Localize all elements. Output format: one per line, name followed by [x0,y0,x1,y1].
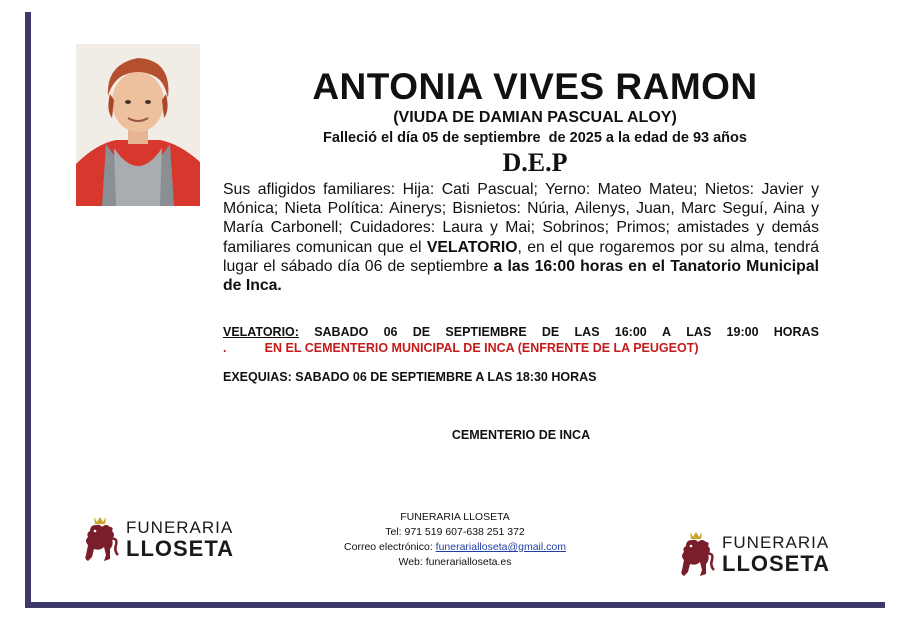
contact-email-link[interactable]: funerarialloseta@gmail.com [435,541,566,553]
contact-block [320,510,590,570]
velatorio-word: DE [412,325,431,339]
velatorio-block [223,325,819,355]
velatorio-word: LAS [574,325,600,339]
velatorio-word: SEPTIEMBRE [445,325,527,339]
contact-name: FUNERARIA LLOSETA [400,511,510,523]
lion-crest-icon [80,515,120,563]
velatorio-word: LAS [686,325,712,339]
widow-of: (VIUDA DE DAMIAN PASCUAL ALOY) [393,109,677,126]
logo-line-lloseta: LLOSETA [722,550,831,576]
cemetery-line: CEMENTERIO DE INCA [451,428,591,442]
funeraria-logo-left [80,515,234,563]
logo-line-funeraria: FUNERARIA [722,532,830,552]
portrait-photo [76,44,200,206]
notice-velatorio-word: VELATORIO [426,238,518,256]
notice-paragraph [223,180,819,295]
logo-text [722,534,830,575]
contact-email-line [320,540,590,555]
bottom-border [25,602,885,608]
notice-time-place: a las 16:00 horas en el Tanatorio Municipal de Inca. [223,257,820,295]
contact-phone: Tel: 971 519 607-638 251 372 [385,526,525,538]
dep-heading: D.E.P [502,148,568,177]
velatorio-location: . EN EL CEMENTERIO MUNICIPAL DE INCA (ENFRENTE DE LA PEUGEOT) [223,341,699,355]
velatorio-word: DE [541,325,560,339]
velatorio-word: HORAS [773,325,819,339]
contact-email-label: Correo electrónico: [344,541,436,553]
deceased-name: ANTONIA VIVES RAMON [312,66,758,107]
velatorio-schedule [223,325,819,339]
velatorio-word: 06 [383,325,398,339]
velatorio-label: VELATORIO: [223,325,299,339]
notice-text-2: , en el que rogaremos por su alma, tendrá lugar el sábado día 06 de septiembre [223,238,819,275]
contact-web: Web: funerarialloseta.es [398,556,512,568]
velatorio-word: SABADO [314,325,369,339]
logo-line-lloseta: LLOSETA [126,535,235,561]
lion-crest-icon [676,530,716,578]
logo-text [126,519,234,560]
notice-text-1: Sus afligidos familiares: Hija: Cati Pascual; Yerno: Mateo Mateu; Nietos: Javier y Mónica; Nieta Política: Ainerys; Bisnietos: Núria, Ailenys, Juan, Marc Seguí, Aina y María Carbonell; Cuidadores: Laura y Mai; Sobrinos; Primos; amistades y demás familiares comunican que el [223,181,819,256]
velatorio-word: 19:00 [726,325,759,339]
funeraria-logo-right [676,530,830,578]
velatorio-word: 16:00 [614,325,647,339]
left-border [25,12,31,608]
exequias-line: EXEQUIAS: SABADO 06 DE SEPTIEMBRE A LAS 18:30 HORAS [223,370,597,384]
velatorio-word: A [662,325,672,339]
death-date-line: Falleció el día 05 de septiembre de 2025 a la edad de 93 años [323,130,747,146]
logo-line-funeraria: FUNERARIA [126,517,234,537]
